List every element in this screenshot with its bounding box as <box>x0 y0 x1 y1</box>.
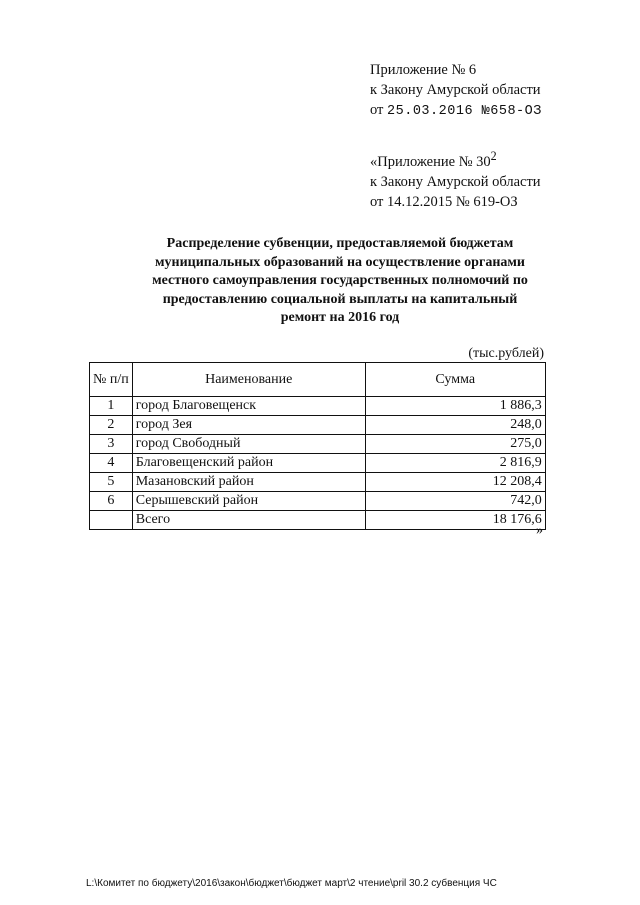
total-label: Всего <box>132 511 365 530</box>
document-title <box>120 235 560 328</box>
total-amount: 18 176,6 <box>365 511 545 530</box>
original-appendix-header <box>370 146 541 212</box>
table-header-row <box>90 363 546 397</box>
appendix-date-prefix: от <box>370 102 388 118</box>
row-name: Благовещенский район <box>132 454 365 473</box>
row-name: Серышевский район <box>132 492 365 511</box>
title-line: местного самоуправления государственных полномочий по <box>152 273 528 288</box>
row-number: 2 <box>90 416 133 435</box>
table-row <box>90 435 546 454</box>
row-number: 3 <box>90 435 133 454</box>
table-total-row <box>90 511 546 530</box>
table-row <box>90 397 546 416</box>
row-amount: 248,0 <box>365 416 545 435</box>
row-name: город Зея <box>132 416 365 435</box>
original-appendix-number-text: «Приложение № 30 <box>370 153 491 170</box>
title-line: ремонт на 2016 год <box>280 310 400 325</box>
appendix-law-reference: к Закону Амурской области <box>370 82 541 98</box>
original-appendix-number <box>370 146 541 172</box>
row-amount: 2 816,9 <box>365 454 545 473</box>
original-appendix-law-reference: к Закону Амурской области <box>370 173 541 190</box>
original-appendix-superscript: 2 <box>490 149 497 163</box>
row-amount: 275,0 <box>365 435 545 454</box>
row-number: 5 <box>90 473 133 492</box>
table-row <box>90 492 546 511</box>
header-number: № п/п <box>90 363 133 397</box>
appendix-date-stamp: 25.03.2016 №658-ОЗ <box>387 104 542 119</box>
title-line: муниципальных образований на осуществление органами <box>155 254 525 270</box>
footer-file-path: L:\Комитет по бюджету\2016\закон\бюджет\бюджет март\2 чтение\pril 30.2 субвенция ЧС <box>86 878 497 889</box>
row-number: 4 <box>90 454 133 473</box>
row-amount: 742,0 <box>365 492 545 511</box>
row-number: 6 <box>90 492 133 511</box>
row-amount: 1 886,3 <box>365 397 545 416</box>
header-name: Наименование <box>132 363 365 397</box>
appendix-header <box>370 60 542 122</box>
total-number <box>90 511 133 530</box>
appendix-date-line <box>370 100 542 122</box>
unit-label: (тыс.рублей) <box>468 346 544 361</box>
row-amount: 12 208,4 <box>365 473 545 492</box>
table-row <box>90 454 546 473</box>
row-name: Мазановский район <box>132 473 365 492</box>
table-row <box>90 416 546 435</box>
row-name: город Свободный <box>132 435 365 454</box>
title-line: предоставлению социальной выплаты на капитальный <box>162 291 518 307</box>
subvention-table <box>89 362 546 530</box>
original-appendix-date: от 14.12.2015 № 619-ОЗ <box>370 193 518 210</box>
closing-quote: » <box>536 523 543 538</box>
table-row <box>90 473 546 492</box>
appendix-number: Приложение № 6 <box>370 62 477 78</box>
header-amount: Сумма <box>365 363 545 397</box>
row-number: 1 <box>90 397 133 416</box>
title-line: Распределение субвенции, предоставляемой бюджетам <box>166 236 514 251</box>
row-name: город Благовещенск <box>132 397 365 416</box>
